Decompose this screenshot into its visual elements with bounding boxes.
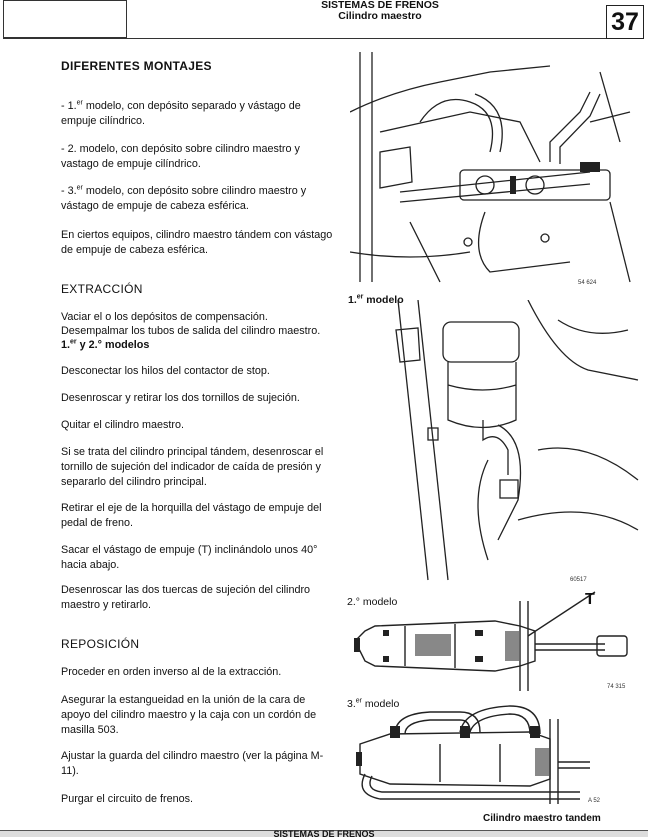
- montaje-item-1: - 1.$^{er}$ modelo, con depósito separado y vástago de empuje cilíndrico.: [61, 99, 301, 127]
- extraccion-p5: Quitar el cilindro maestro.: [61, 419, 185, 431]
- extraccion-p2-models: 1.$^{er}$ y 2.° modelos: [61, 338, 150, 351]
- header-title: SISTEMAS DE FRENOS: [321, 0, 439, 11]
- heading-diferentes-montajes: DIFERENTES MONTAJES: [61, 59, 212, 73]
- header-rule: [3, 38, 606, 39]
- figure-2nd-model-section: [345, 586, 645, 696]
- heading-extraccion: EXTRACCIÓN: [61, 282, 143, 296]
- page-number: 37: [606, 5, 644, 39]
- header-blank-box: [3, 0, 127, 38]
- figure-1-code: 54 624: [578, 280, 597, 286]
- montaje-item-3: - 3.$^{er}$ modelo, con depósito sobre cilindro maestro y vástago de empuje de cabeza esférica.: [61, 184, 307, 212]
- extraccion-p8: Sacar el vástago de empuje (T) inclinándolo unos 40° hacia abajo.: [61, 544, 318, 571]
- figure-tandem-section: [350, 704, 640, 814]
- reposicion-p1: Proceder en orden inverso al de la extracción.: [61, 666, 282, 678]
- label-t: T: [585, 591, 595, 608]
- montaje-note: En ciertos equipos, cilindro maestro tándem con vástago de empuje de cabeza esférica.: [61, 229, 333, 256]
- extraccion-p9: Desenroscar las dos tuercas de sujeción del cilindro maestro y retirarlo.: [61, 584, 311, 611]
- figure-2nd-model-caption: 2.° modelo: [347, 596, 398, 608]
- figure-1st-model-illustration: [350, 52, 642, 290]
- figure-reservoir-illustration: [388, 300, 640, 584]
- extraccion-p7: Retirar el eje de la horquilla del vástago de empuje del pedal de freno.: [61, 502, 322, 529]
- figure-1-caption: 1.$^{er}$ modelo: [348, 293, 404, 306]
- reposicion-p2: Asegurar la estangueidad en la unión de la cara de apoyo del cilindro maestro y la caja con un cordón de masilla 503.: [61, 694, 317, 736]
- heading-reposicion: REPOSICIÓN: [61, 637, 140, 651]
- extraccion-p4: Desenroscar y retirar los dos tornillos de sujeción.: [61, 392, 300, 404]
- figure-3-code: 74 315: [607, 684, 626, 690]
- reposicion-p4: Purgar el circuito de frenos.: [61, 793, 194, 805]
- figure-2-code: 60517: [570, 577, 587, 583]
- extraccion-p3: Desconectar los hilos del contactor de stop.: [61, 365, 270, 377]
- footer-title: SISTEMAS DE FRENOS: [273, 829, 375, 839]
- figure-3rd-model-caption: 3.$^{er}$ modelo: [347, 697, 400, 710]
- extraccion-p6: Si se trata del cilindro principal tándem, desenroscar el tornillo de sujeción del indicador de caída de presión y separarlo del cilindro principal.: [61, 446, 324, 488]
- figure-tandem-caption: Cilindro maestro tandem: [483, 813, 601, 824]
- figure-4-code: A 52: [588, 798, 601, 804]
- extraccion-p1: Vaciar el o los depósitos de compensación.: [61, 311, 268, 323]
- montaje-item-2: - 2. modelo, con depósito sobre cilindro maestro y vastago de empuje cilíndrico.: [61, 143, 300, 170]
- header-subtitle: Cilindro maestro: [338, 10, 422, 22]
- extraccion-p2: Desempalmar los tubos de salida del cilindro maestro.: [61, 325, 321, 337]
- reposicion-p3: Ajustar la guarda del cilindro maestro (ver la página M-11).: [61, 750, 324, 777]
